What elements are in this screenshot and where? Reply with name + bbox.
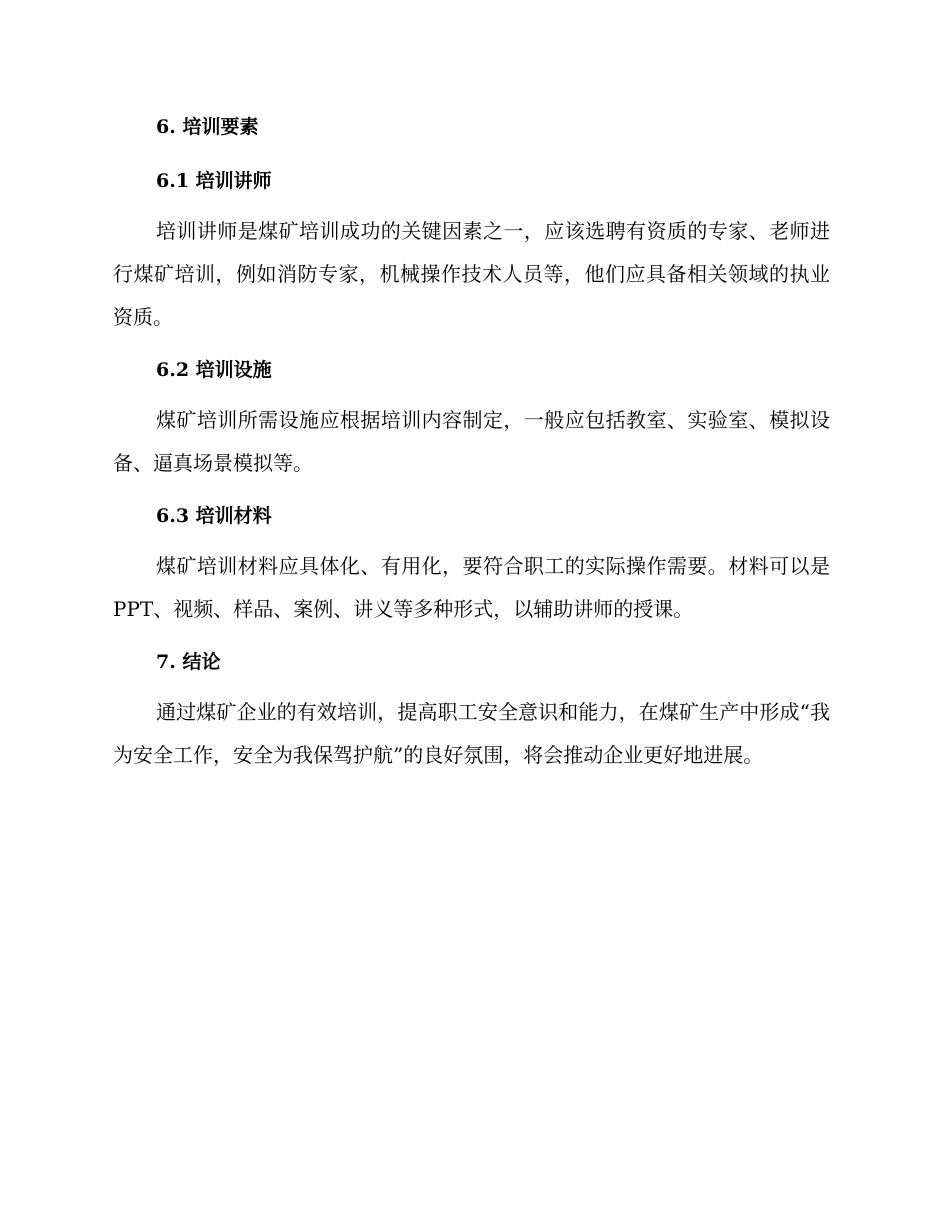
section-6-3-paragraph: 煤矿培训材料应具体化、有用化，要符合职工的实际操作需要。材料可以是 PPT、视频、样品、案例、讲义等多种形式，以辅助讲师的授课。 xyxy=(113,554,830,621)
section-6-1-paragraph: 培训讲师是煤矿培训成功的关键因素之一，应该选聘有资质的专家、老师进行煤矿培训，例如消防专家，机械操作技术人员等，他们应具备相关领域的执业资质。 xyxy=(113,219,830,329)
section-7-paragraph: 通过煤矿企业的有效培训，提高职工安全意识和能力，在煤矿生产中形成“我为安全工作，安全为我保驾护航”的良好氛围，将会推动企业更好地进展。 xyxy=(113,700,830,767)
section-6-2-paragraph: 煤矿培训所需设施应根据培训内容制定，一般应包括教室、实验室、模拟设备、逼真场景模拟等。 xyxy=(113,408,830,475)
section-7-heading: 7. 结论 xyxy=(156,651,221,673)
document-body xyxy=(113,108,830,777)
section-6-3-heading: 6.3 培训材料 xyxy=(156,505,272,527)
section-6-heading: 6. 培训要素 xyxy=(156,116,259,138)
section-6-2-heading: 6.2 培训设施 xyxy=(156,359,272,381)
section-6-1-heading: 6.1 培训讲师 xyxy=(156,170,272,192)
